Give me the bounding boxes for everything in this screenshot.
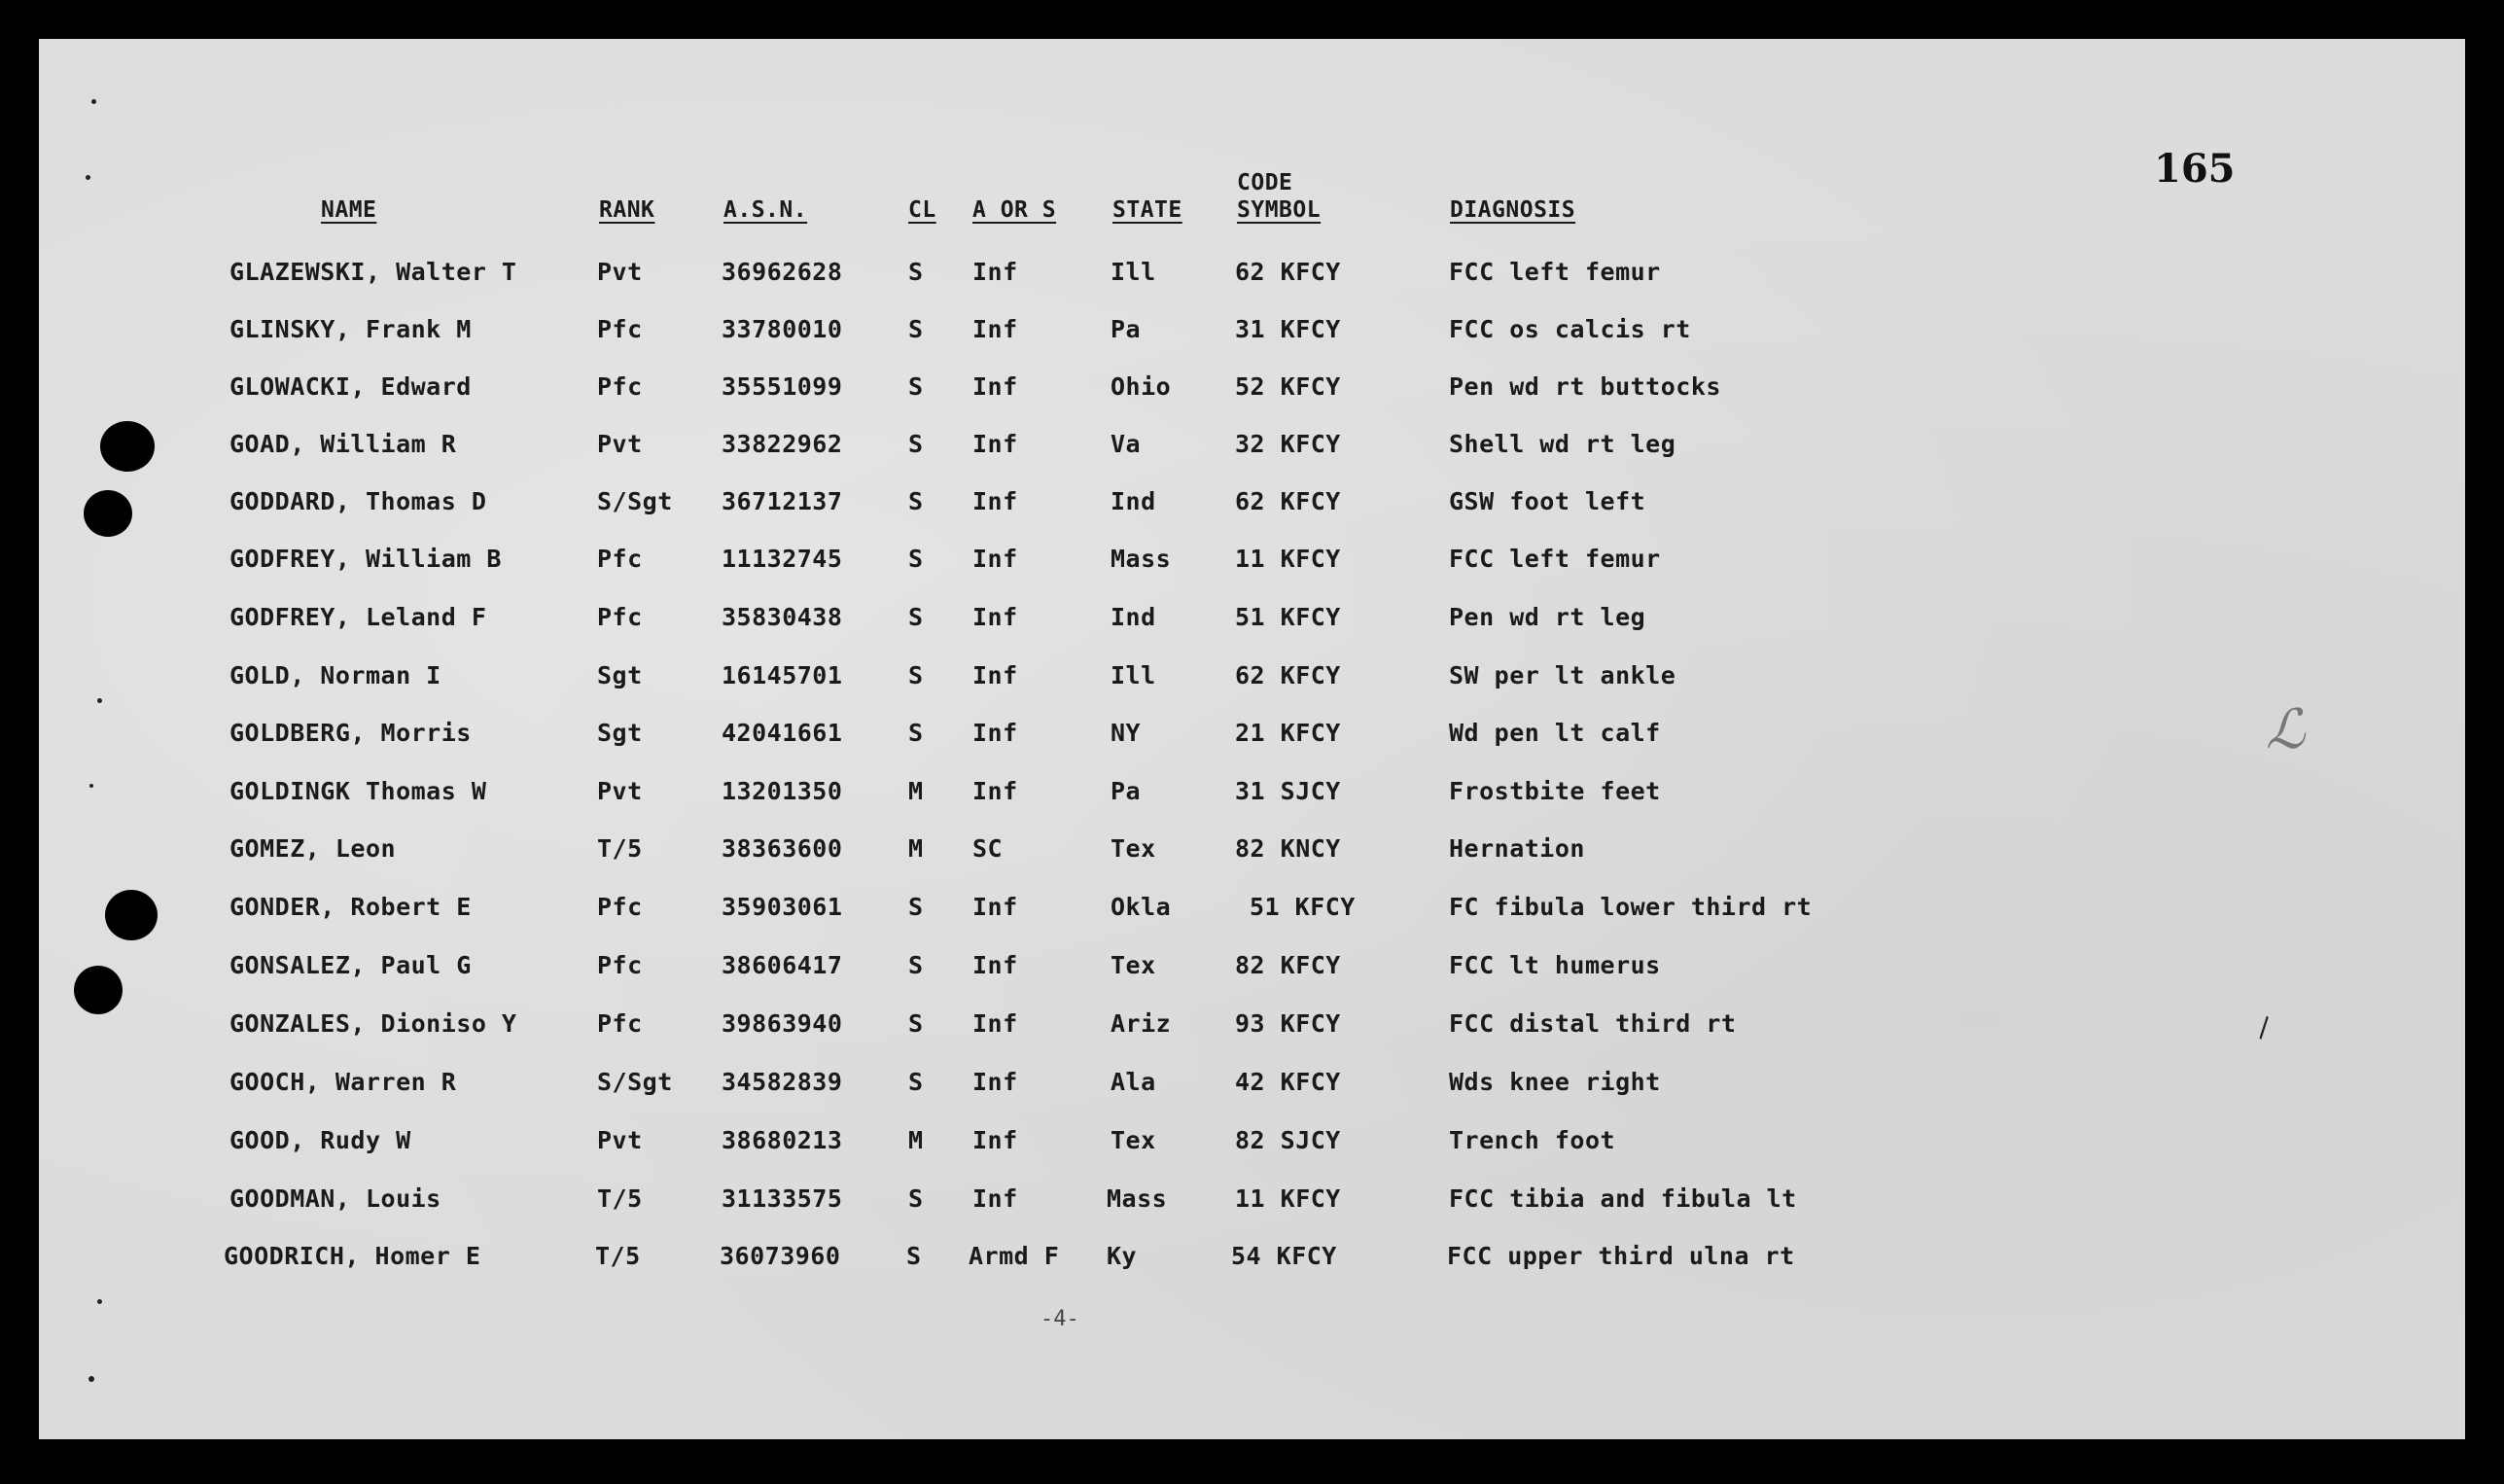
cell-name: GOODRICH, Homer E xyxy=(224,1242,481,1270)
header-rank: RANK xyxy=(599,197,655,223)
cell-cl: S xyxy=(908,1009,924,1038)
cell-code: 32 KFCY xyxy=(1235,430,1341,458)
cell-diagnosis: FCC tibia and fibula lt xyxy=(1449,1184,1797,1213)
cell-code: 82 SJCY xyxy=(1235,1126,1341,1154)
cell-a-or-s: Inf xyxy=(972,372,1018,401)
cell-diagnosis: Pen wd rt leg xyxy=(1449,603,1646,631)
cell-code: 21 KFCY xyxy=(1235,719,1341,747)
cell-name: GOLDBERG, Morris xyxy=(229,719,472,747)
cell-diagnosis: FCC lt humerus xyxy=(1449,951,1661,979)
cell-rank: Pfc xyxy=(597,603,643,631)
cell-rank: Sgt xyxy=(597,661,643,689)
cell-diagnosis: FCC left femur xyxy=(1449,258,1661,286)
cell-diagnosis: Trench foot xyxy=(1449,1126,1616,1154)
cell-name: GODDARD, Thomas D xyxy=(229,487,487,515)
cell-cl: S xyxy=(908,372,924,401)
cell-a-or-s: Armd F xyxy=(969,1242,1060,1270)
header-state: STATE xyxy=(1112,197,1182,223)
cell-diagnosis: Pen wd rt buttocks xyxy=(1449,372,1721,401)
cell-cl: S xyxy=(908,258,924,286)
cell-state: Tex xyxy=(1111,834,1156,863)
cell-diagnosis: Wds knee right xyxy=(1449,1068,1661,1096)
cell-code: 31 SJCY xyxy=(1235,777,1341,805)
cell-code: 52 KFCY xyxy=(1235,372,1341,401)
cell-code: 31 KFCY xyxy=(1235,315,1341,343)
cell-name: GONZALES, Dioniso Y xyxy=(229,1009,517,1038)
cell-a-or-s: Inf xyxy=(972,430,1018,458)
cell-state: Pa xyxy=(1111,315,1142,343)
cell-a-or-s: Inf xyxy=(972,603,1018,631)
cell-cl: S xyxy=(908,893,924,921)
cell-rank: Sgt xyxy=(597,719,643,747)
cell-code: 51 KFCY xyxy=(1250,893,1356,921)
cell-asn: 38363600 xyxy=(722,834,843,863)
cell-state: Tex xyxy=(1111,951,1156,979)
cell-rank: Pvt xyxy=(597,258,643,286)
cell-asn: 36962628 xyxy=(722,258,843,286)
cell-cl: S xyxy=(908,545,924,573)
cell-asn: 36712137 xyxy=(722,487,843,515)
cell-name: GLINSKY, Frank M xyxy=(229,315,472,343)
cell-code: 62 KFCY xyxy=(1235,487,1341,515)
cell-cl: S xyxy=(908,1068,924,1096)
cell-code: 11 KFCY xyxy=(1235,545,1341,573)
cell-cl: M xyxy=(908,834,924,863)
cell-rank: Pvt xyxy=(597,430,643,458)
cell-cl: S xyxy=(908,661,924,689)
header-code-line2: SYMBOL xyxy=(1237,197,1322,223)
cell-state: Mass xyxy=(1111,545,1172,573)
cell-name: GONDER, Robert E xyxy=(229,893,472,921)
cell-a-or-s: SC xyxy=(972,834,1004,863)
cell-state: Tex xyxy=(1111,1126,1156,1154)
cell-state: Ill xyxy=(1111,661,1156,689)
cell-cl: S xyxy=(908,487,924,515)
cell-rank: S/Sgt xyxy=(597,487,673,515)
cell-a-or-s: Inf xyxy=(972,951,1018,979)
header-a-or-s: A OR S xyxy=(972,197,1057,223)
cell-code: 82 KFCY xyxy=(1235,951,1341,979)
cell-name: GOOCH, Warren R xyxy=(229,1068,457,1096)
cell-name: GOOD, Rudy W xyxy=(229,1126,411,1154)
cell-rank: Pfc xyxy=(597,372,643,401)
pencil-mark: ℒ xyxy=(2266,698,2306,761)
cell-code: 11 KFCY xyxy=(1235,1184,1341,1213)
cell-diagnosis: FCC upper third ulna rt xyxy=(1447,1242,1795,1270)
footer-page-marker: -4- xyxy=(1040,1307,1079,1331)
cell-state: Ill xyxy=(1111,258,1156,286)
cell-code: 51 KFCY xyxy=(1235,603,1341,631)
cell-rank: Pfc xyxy=(597,545,643,573)
cell-rank: Pfc xyxy=(597,315,643,343)
cell-state: Okla xyxy=(1111,893,1172,921)
cell-a-or-s: Inf xyxy=(972,1068,1018,1096)
cell-name: GOODMAN, Louis xyxy=(229,1184,441,1213)
speck xyxy=(91,99,96,104)
cell-diagnosis: FCC os calcis rt xyxy=(1449,315,1691,343)
cell-diagnosis: FCC left femur xyxy=(1449,545,1661,573)
cell-cl: M xyxy=(908,1126,924,1154)
cell-cl: S xyxy=(908,315,924,343)
cell-code: 82 KNCY xyxy=(1235,834,1341,863)
cell-asn: 36073960 xyxy=(720,1242,841,1270)
cell-asn: 34582839 xyxy=(722,1068,843,1096)
cell-state: Ariz xyxy=(1111,1009,1172,1038)
cell-a-or-s: Inf xyxy=(972,1126,1018,1154)
speck xyxy=(97,1299,102,1304)
cell-name: GOAD, William R xyxy=(229,430,457,458)
cell-a-or-s: Inf xyxy=(972,315,1018,343)
speck xyxy=(86,175,90,180)
cell-asn: 35830438 xyxy=(722,603,843,631)
cell-asn: 16145701 xyxy=(722,661,843,689)
cell-code: 62 KFCY xyxy=(1235,661,1341,689)
cell-asn: 39863940 xyxy=(722,1009,843,1038)
cell-asn: 38606417 xyxy=(722,951,843,979)
tick-mark: ∖ xyxy=(2246,1008,2279,1046)
cell-name: GLAZEWSKI, Walter T xyxy=(229,258,517,286)
cell-rank: T/5 xyxy=(597,834,643,863)
cell-cl: S xyxy=(908,430,924,458)
page-number: 165 xyxy=(2154,146,2236,192)
cell-state: Va xyxy=(1111,430,1142,458)
cell-diagnosis: GSW foot left xyxy=(1449,487,1646,515)
cell-asn: 35551099 xyxy=(722,372,843,401)
cell-name: GLOWACKI, Edward xyxy=(229,372,472,401)
header-code-line1: CODE xyxy=(1237,170,1293,195)
cell-name: GODFREY, Leland F xyxy=(229,603,487,631)
cell-asn: 31133575 xyxy=(722,1184,843,1213)
cell-state: Ohio xyxy=(1111,372,1172,401)
cell-cl: S xyxy=(908,719,924,747)
cell-diagnosis: FCC distal third rt xyxy=(1449,1009,1737,1038)
cell-asn: 33822962 xyxy=(722,430,843,458)
punch-hole xyxy=(105,890,158,940)
cell-code: 42 KFCY xyxy=(1235,1068,1341,1096)
cell-diagnosis: FC fibula lower third rt xyxy=(1449,893,1813,921)
cell-cl: S xyxy=(908,951,924,979)
header-name: NAME xyxy=(321,197,377,223)
cell-rank: Pvt xyxy=(597,1126,643,1154)
cell-cl: S xyxy=(906,1242,922,1270)
cell-a-or-s: Inf xyxy=(972,777,1018,805)
cell-state: Ky xyxy=(1107,1242,1138,1270)
cell-a-or-s: Inf xyxy=(972,258,1018,286)
cell-name: GODFREY, William B xyxy=(229,545,502,573)
cell-diagnosis: SW per lt ankle xyxy=(1449,661,1676,689)
cell-state: Pa xyxy=(1111,777,1142,805)
speck xyxy=(97,698,102,703)
header-asn: A.S.N. xyxy=(723,197,808,223)
cell-a-or-s: Inf xyxy=(972,893,1018,921)
cell-diagnosis: Shell wd rt leg xyxy=(1449,430,1676,458)
cell-asn: 13201350 xyxy=(722,777,843,805)
punch-hole xyxy=(74,966,123,1014)
speck xyxy=(89,784,93,788)
punch-hole xyxy=(84,490,132,537)
cell-diagnosis: Hernation xyxy=(1449,834,1585,863)
cell-code: 93 KFCY xyxy=(1235,1009,1341,1038)
cell-rank: Pfc xyxy=(597,1009,643,1038)
cell-cl: S xyxy=(908,1184,924,1213)
cell-a-or-s: Inf xyxy=(972,487,1018,515)
cell-name: GOLD, Norman I xyxy=(229,661,441,689)
cell-rank: T/5 xyxy=(597,1184,643,1213)
speck xyxy=(88,1376,94,1382)
cell-rank: Pfc xyxy=(597,893,643,921)
cell-cl: S xyxy=(908,603,924,631)
cell-asn: 35903061 xyxy=(722,893,843,921)
header-cl: CL xyxy=(908,197,936,223)
cell-name: GOMEZ, Leon xyxy=(229,834,397,863)
cell-asn: 38680213 xyxy=(722,1126,843,1154)
cell-a-or-s: Inf xyxy=(972,719,1018,747)
cell-diagnosis: Wd pen lt calf xyxy=(1449,719,1661,747)
cell-name: GONSALEZ, Paul G xyxy=(229,951,472,979)
cell-state: NY xyxy=(1111,719,1142,747)
cell-rank: T/5 xyxy=(595,1242,641,1270)
cell-code: 62 KFCY xyxy=(1235,258,1341,286)
cell-state: Ind xyxy=(1111,603,1156,631)
cell-asn: 42041661 xyxy=(722,719,843,747)
cell-rank: Pfc xyxy=(597,951,643,979)
cell-diagnosis: Frostbite feet xyxy=(1449,777,1661,805)
cell-asn: 33780010 xyxy=(722,315,843,343)
cell-state: Mass xyxy=(1107,1184,1168,1213)
cell-a-or-s: Inf xyxy=(972,545,1018,573)
cell-asn: 11132745 xyxy=(722,545,843,573)
cell-state: Ind xyxy=(1111,487,1156,515)
cell-code: 54 KFCY xyxy=(1231,1242,1337,1270)
cell-cl: M xyxy=(908,777,924,805)
cell-name: GOLDINGK Thomas W xyxy=(229,777,487,805)
cell-a-or-s: Inf xyxy=(972,1184,1018,1213)
cell-a-or-s: Inf xyxy=(972,1009,1018,1038)
cell-rank: S/Sgt xyxy=(597,1068,673,1096)
cell-rank: Pvt xyxy=(597,777,643,805)
header-diagnosis: DIAGNOSIS xyxy=(1450,197,1576,223)
punch-hole xyxy=(100,421,155,472)
cell-a-or-s: Inf xyxy=(972,661,1018,689)
cell-state: Ala xyxy=(1111,1068,1156,1096)
